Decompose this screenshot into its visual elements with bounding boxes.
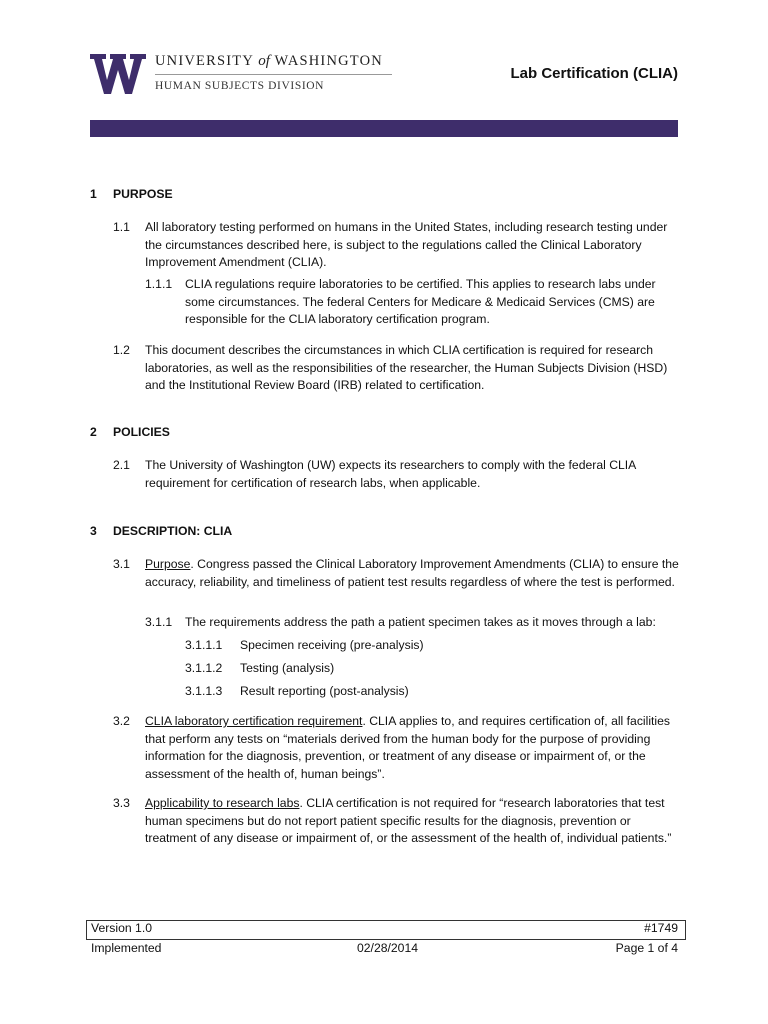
clause-number: 3.2: [113, 714, 130, 728]
logo-divider: [155, 74, 392, 75]
clause-body: . Congress passed the Clinical Laboratory Improvement Amendments (CLIA) to ensure the accuracy, reliability, and timeliness of patient test results regardless of where the test is performed.: [145, 557, 679, 589]
footer-page-number: Page 1 of 4: [615, 941, 678, 955]
list-item: Specimen receiving (pre-analysis): [240, 638, 424, 652]
section-number: 3: [90, 524, 97, 538]
clause-lead: Purpose: [145, 557, 191, 571]
clause-text: The requirements address the path a patient specimen takes as it moves through a lab:: [185, 615, 656, 629]
section-number: 2: [90, 425, 97, 439]
clause-text: [145, 556, 680, 591]
clause-number: 3.1: [113, 557, 130, 571]
clause-text: [145, 713, 680, 783]
clause-number: 2.1: [113, 458, 130, 472]
clause-body: . CLIA certification is not required for “research laboratories that test human specimens but do not report patient specific results for the diagnosis, prevention or treatment of any disease or impairment of, or the assessment of the health of, individual patients.”: [145, 796, 672, 845]
clause-number: 3.1.1.2: [185, 661, 223, 675]
clause-text: [145, 795, 680, 848]
clause-text: This document describes the circumstances in which CLIA certification is required for research laboratories, as well as the responsibilities of the researcher, the Human Subjects Division (HSD) and the Institutional Review Board (IRB) related to certification.: [145, 343, 668, 392]
clause-number: 1.1: [113, 220, 130, 234]
clause-text: The University of Washington (UW) expects its researchers to comply with the federal CLIA requirement for certification of research labs, when applicable.: [145, 458, 636, 490]
section-number: 1: [90, 187, 97, 201]
clause-body: . CLIA applies to, and requires certification of, all facilities that perform any tests on “materials derived from the human body for the purpose of providing information for the diagnosis, prevention, or treatment of any disease or impairment of, or the assessment of the health of, human beings”.: [145, 714, 671, 781]
clause-number: 3.1.1: [145, 615, 173, 629]
footer-version-box: [86, 920, 686, 940]
section-heading-purpose: PURPOSE: [113, 187, 173, 201]
clause-number: 3.3: [113, 796, 130, 810]
division-name: HUMAN SUBJECTS DIVISION: [155, 80, 325, 92]
list-item: Testing (analysis): [240, 661, 335, 675]
uw-w-logo-icon: [90, 54, 146, 94]
header-bar: [90, 120, 678, 137]
footer-doc-number: #1749: [644, 921, 678, 935]
clause-text: CLIA regulations require laboratories to be certified. This applies to research labs under some circumstances. The federal Centers for Medicare & Medicaid Services (CMS) are responsible for the CLIA laboratory certification program.: [185, 277, 656, 326]
section-heading-description: DESCRIPTION: CLIA: [113, 524, 233, 538]
clause-number: 1.1.1: [145, 277, 173, 291]
list-item: Result reporting (post-analysis): [240, 684, 409, 698]
footer-version: Version 1.0: [91, 921, 152, 935]
footer-date: 02/28/2014: [357, 941, 418, 955]
footer-status: Implemented: [91, 941, 162, 955]
university-name: UNIVERSITY of WASHINGTON: [155, 53, 383, 69]
clause-text: All laboratory testing performed on humans in the United States, including research testing under the circumstances described here, is subject to the regulations called the Clinical Laboratory Improvement Amendment (CLIA).: [145, 220, 668, 269]
clause-number: 3.1.1.3: [185, 684, 223, 698]
clause-lead: CLIA laboratory certification requirement: [145, 714, 363, 728]
document-title: Lab Certification (CLIA): [510, 65, 678, 82]
clause-number: 3.1.1.1: [185, 638, 223, 652]
clause-lead: Applicability to research labs: [145, 796, 300, 810]
section-heading-policies: POLICIES: [113, 425, 170, 439]
clause-number: 1.2: [113, 343, 130, 357]
